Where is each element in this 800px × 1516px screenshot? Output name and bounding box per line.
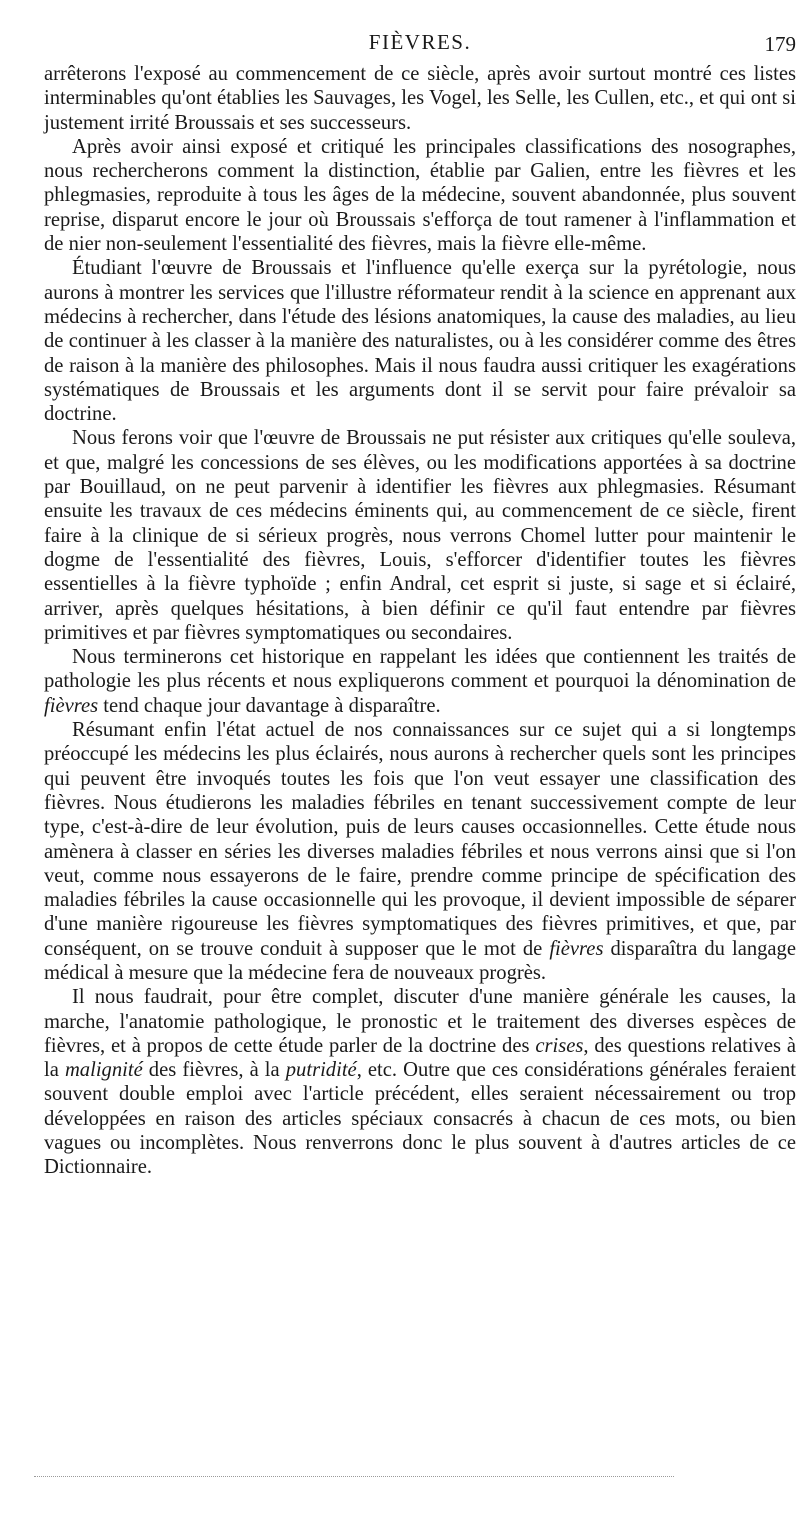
italic-term: fièvres	[44, 694, 99, 717]
text-run: Étudiant l'œuvre de Broussais et l'influence qu'elle exerça sur la pyrétologie, nous aurons à montrer les services que l'illustre réformateur rendit à la science en apprenant aux médecins à rechercher, dans l'étude des lésions anatomiques, la cause des maladies, au lieu de continuer à les classer à la manière des naturalistes, ou à les considérer comme des êtres de raison à la manière des philosophes. Mais il nous faudra aussi critiquer les exagérations systématiques de Broussais et les arguments dont il se servit pour faire prévaloir sa doctrine.	[44, 257, 796, 426]
page-number: 179	[764, 32, 796, 56]
paragraph	[44, 256, 796, 426]
paragraph	[44, 718, 796, 985]
text-run: Nous terminerons cet historique en rappelant les idées que contiennent les traités de pathologie les plus récents et nous expliquerons comment et pourquoi la dénomination de	[44, 646, 796, 693]
text-run: des fièvres, à la	[142, 1059, 286, 1082]
italic-term: crises	[535, 1034, 584, 1057]
text-run: tend chaque jour davantage à disparaître.	[98, 694, 441, 717]
running-title: FIÈVRES.	[368, 30, 472, 54]
paragraph	[44, 645, 796, 718]
italic-term: fièvres	[549, 937, 604, 960]
footer-divider	[34, 1476, 674, 1477]
page-header	[44, 20, 796, 54]
text-run: Après avoir ainsi exposé et critiqué les principales classifications des nosographes, nous rechercherons comment la distinction, établie par Galien, entre les fièvres et les phlegmasies, reproduite à tous les âges de la médecine, souvent abandonnée, plus souvent reprise, disparut encore le jour où Broussais s'efforça de tout ramener à l'inflammation et de nier non-seulement l'essentialité des fièvres, mais la fièvre elle-même.	[44, 135, 796, 256]
text-run: arrêterons l'exposé au commencement de ce siècle, après avoir surtout montré ces listes interminables qu'ont établies les Sauvages, les Vogel, les Selle, les Cullen, etc., et qui ont si justement irrité Broussais et ses successeurs.	[44, 63, 796, 134]
paragraph	[44, 135, 796, 256]
italic-term: putridité	[285, 1059, 357, 1082]
text-run: , etc. Outre que ces considérations générales feraient souvent double emploi avec l'article précédent, elles seraient nécessairement ou trop développées en raison des articles spéciaux consacrés à chacun de ces mots, ou bien vagues ou incomplètes. Nous renverrons donc le plus souvent à d'autres articles de ce Dictionnaire.	[44, 1059, 797, 1179]
body-text	[44, 62, 796, 1180]
paragraph	[44, 426, 796, 645]
text-run: Nous ferons voir que l'œuvre de Broussais ne put résister aux critiques qu'elle souleva, et que, malgré les concessions de ses élèves, ou les modifications apportées à sa doctrine par Bouillaud, on ne peut parvenir à identifier les fièvres aux phlegmasies. Résumant ensuite les travaux de ces médecins éminents qui, au commencement de ce siècle, firent faire à la clinique de si sérieux progrès, nous verrons Chomel lutter pour maintenir le dogme de l'essentialité des fièvres, Louis, s'efforcer d'identifier toutes les fièvres essentielles à la fièvre typhoïde ; enfin Andral, cet esprit si juste, si sage et si éclairé, arriver, après quelques hésitations, à bien définir ce qu'il faut entendre par fièvres primitives et par fièvres symptomatiques ou secondaires.	[44, 427, 796, 644]
text-run: Résumant enfin l'état actuel de nos connaissances sur ce sujet qui a si longtemps préoccupé les médecins les plus éclairés, nous aurons à rechercher quels sont les principes qui peuvent être invoqués toutes les fois que l'on veut essayer une classification des fièvres. Nous étudierons les maladies fébriles en tenant successivement compte de leur type, c'est-à-dire de leur évolution, puis de leurs causes occasionnelles. Cette étude nous amènera à classer en séries les diverses maladies fébriles et nous verrons ainsi que si l'on veut, comme nous essayerons de le faire, prendre comme principe de spécification des maladies fébriles la cause occasionnelle qui les provoque, il devient impossible de séparer d'une manière rigoureuse les fièvres symptomatiques des fièvres primitives, et que, par conséquent, on se trouve conduit à supposer que le mot de	[44, 719, 796, 960]
text-run: disparaîtra du langage médical à mesure que la médecine fera de nouveaux progrès.	[44, 937, 796, 984]
text-run: , des questions relatives à la	[44, 1034, 796, 1082]
text-run: Il nous faudrait, pour être complet, discuter d'une manière générale les causes, la marche, l'anatomie pathologique, le pronostic et le traitement des diverses espèces de fièvres, et à propos de cette étude parler de la doctrine des	[44, 986, 796, 1057]
paragraph	[44, 62, 796, 135]
paragraph	[44, 985, 796, 1179]
italic-term: malignité	[64, 1059, 143, 1082]
